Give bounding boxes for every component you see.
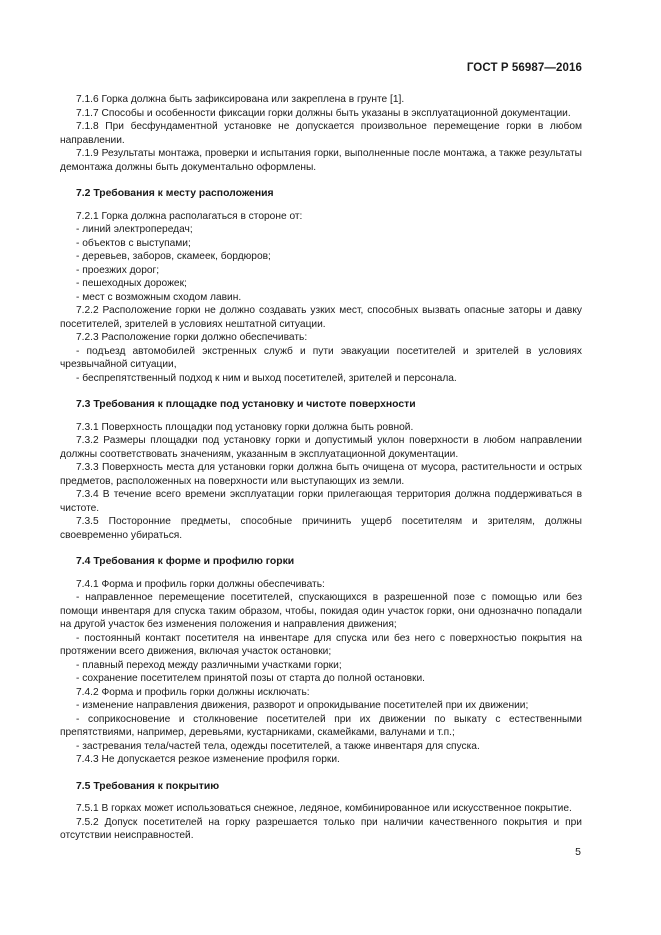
list-item: - беспрепятственный подход к ним и выход посетителей, зрителей и персонала. [76,372,457,384]
document-body [60,93,582,843]
paragraph: 7.1.6 Горка должна быть зафиксирована или закреплена в грунте [1]. [76,94,405,105]
list-item: - объектов с выступами; [76,237,191,249]
list-item: - пешеходных дорожек; [76,278,187,289]
paragraph: - направленное перемещение посетителей, спускающихся в разрешенной позе с помощью или без помощи инвентаря для спуска таким образом, чтобы, покидая один участок горки, они однозначно попадали на другой участок без изменения положения и направления движения; [60,592,582,630]
section-heading: 7.5 Требования к покрытию [76,780,220,792]
section-heading: 7.3 Требования к площадке под установку и чистоте поверхности [76,399,416,410]
paragraph: - подъезд автомобилей экстренных служб и пути эвакуации посетителей и зрителей в условиях чрезвычайной ситуации, [60,345,582,370]
list-item: - изменение направления движения, разворот и опрокидывание посетителей при их движении; [76,700,529,711]
paragraph: 7.2.2 Расположение горки не должно создавать узких мест, способных вызвать опасные заторы и давку посетителей, зрителей в условиях нештатной ситуации. [60,305,582,330]
paragraph: 7.1.7 Способы и особенности фиксации горки должны быть указаны в эксплуатационной документации. [76,107,571,119]
paragraph: 7.4.2 Форма и профиль горки должны исключать: [76,686,310,698]
paragraph: 7.3.4 В течение всего времени эксплуатации горки прилегающая территория должна поддерживаться в чистоте. [60,489,582,514]
section-heading: 7.2 Требования к месту расположения [76,188,274,199]
paragraph: 7.3.5 Посторонние предметы, способные причинить ущерб посетителям и зрителям, должны своевременно убираться. [60,516,582,541]
paragraph: - соприкосновение и столкновение посетителей при их движении по выкату с естественными препятствиями, например, деревьями, кустарниками, скамейками, валунами и т.п.; [60,713,582,738]
section-heading: 7.4 Требования к форме и профилю горки [76,556,295,567]
list-item: - деревьев, заборов, скамеек, бордюров; [76,251,271,262]
list-item: - застревания тела/частей тела, одежды посетителей, а также инвентаря для спуска. [76,740,480,752]
paragraph: 7.2.1 Горка должна располагаться в стороне от: [76,210,303,222]
paragraph: 7.3.3 Поверхность места для установки горки должна быть очищена от мусора, растительности и острых предметов, расположенных на поверхности или выступающих из земли. [60,462,582,487]
paragraph: 7.3.2 Размеры площадки под установку горки и допустимый уклон поверхности в любом направлении должны соответствовать значениям, указанным в эксплуатационной документации. [60,435,582,460]
paragraph: 7.1.8 При бесфундаментной установке не допускается произвольное перемещение горки в любом направлении. [60,121,582,146]
list-item: - линий электропередач; [76,224,193,235]
list-item: - плавный переход между различными участками горки; [76,659,342,671]
paragraph: 7.5.2 Допуск посетителей на горку разрешается только при наличии качественного покрытия и при отсутствии неисправностей. [60,816,582,841]
paragraph: 7.4.3 Не допускается резкое изменение профиля горки. [76,754,340,765]
list-item: - мест с возможным сходом лавин. [76,291,242,303]
paragraph: 7.2.3 Расположение горки должно обеспечивать: [76,332,308,343]
paragraph: - постоянный контакт посетителя на инвентаре для спуска или без него с поверхностью покрытия на протяжении всего движения, включая участок остановки; [60,632,582,657]
page-number: 5 [575,846,581,858]
list-item: - проезжих дорог; [76,264,160,276]
document-code-header: ГОСТ Р 56987—2016 [466,62,582,74]
paragraph: 7.1.9 Результаты монтажа, проверки и испытания горки, выполненные после монтажа, а также результаты демонтажа должны быть документально оформлены. [60,148,582,173]
paragraph: 7.4.1 Форма и профиль горки должны обеспечивать: [76,578,325,590]
paragraph: 7.5.1 В горках может использоваться снежное, ледяное, комбинированное или искусственное покрытие. [76,803,572,814]
list-item: - сохранение посетителем принятой позы от старта до полной остановки. [76,673,425,684]
paragraph: 7.3.1 Поверхность площадки под установку горки должна быть ровной. [76,421,414,433]
